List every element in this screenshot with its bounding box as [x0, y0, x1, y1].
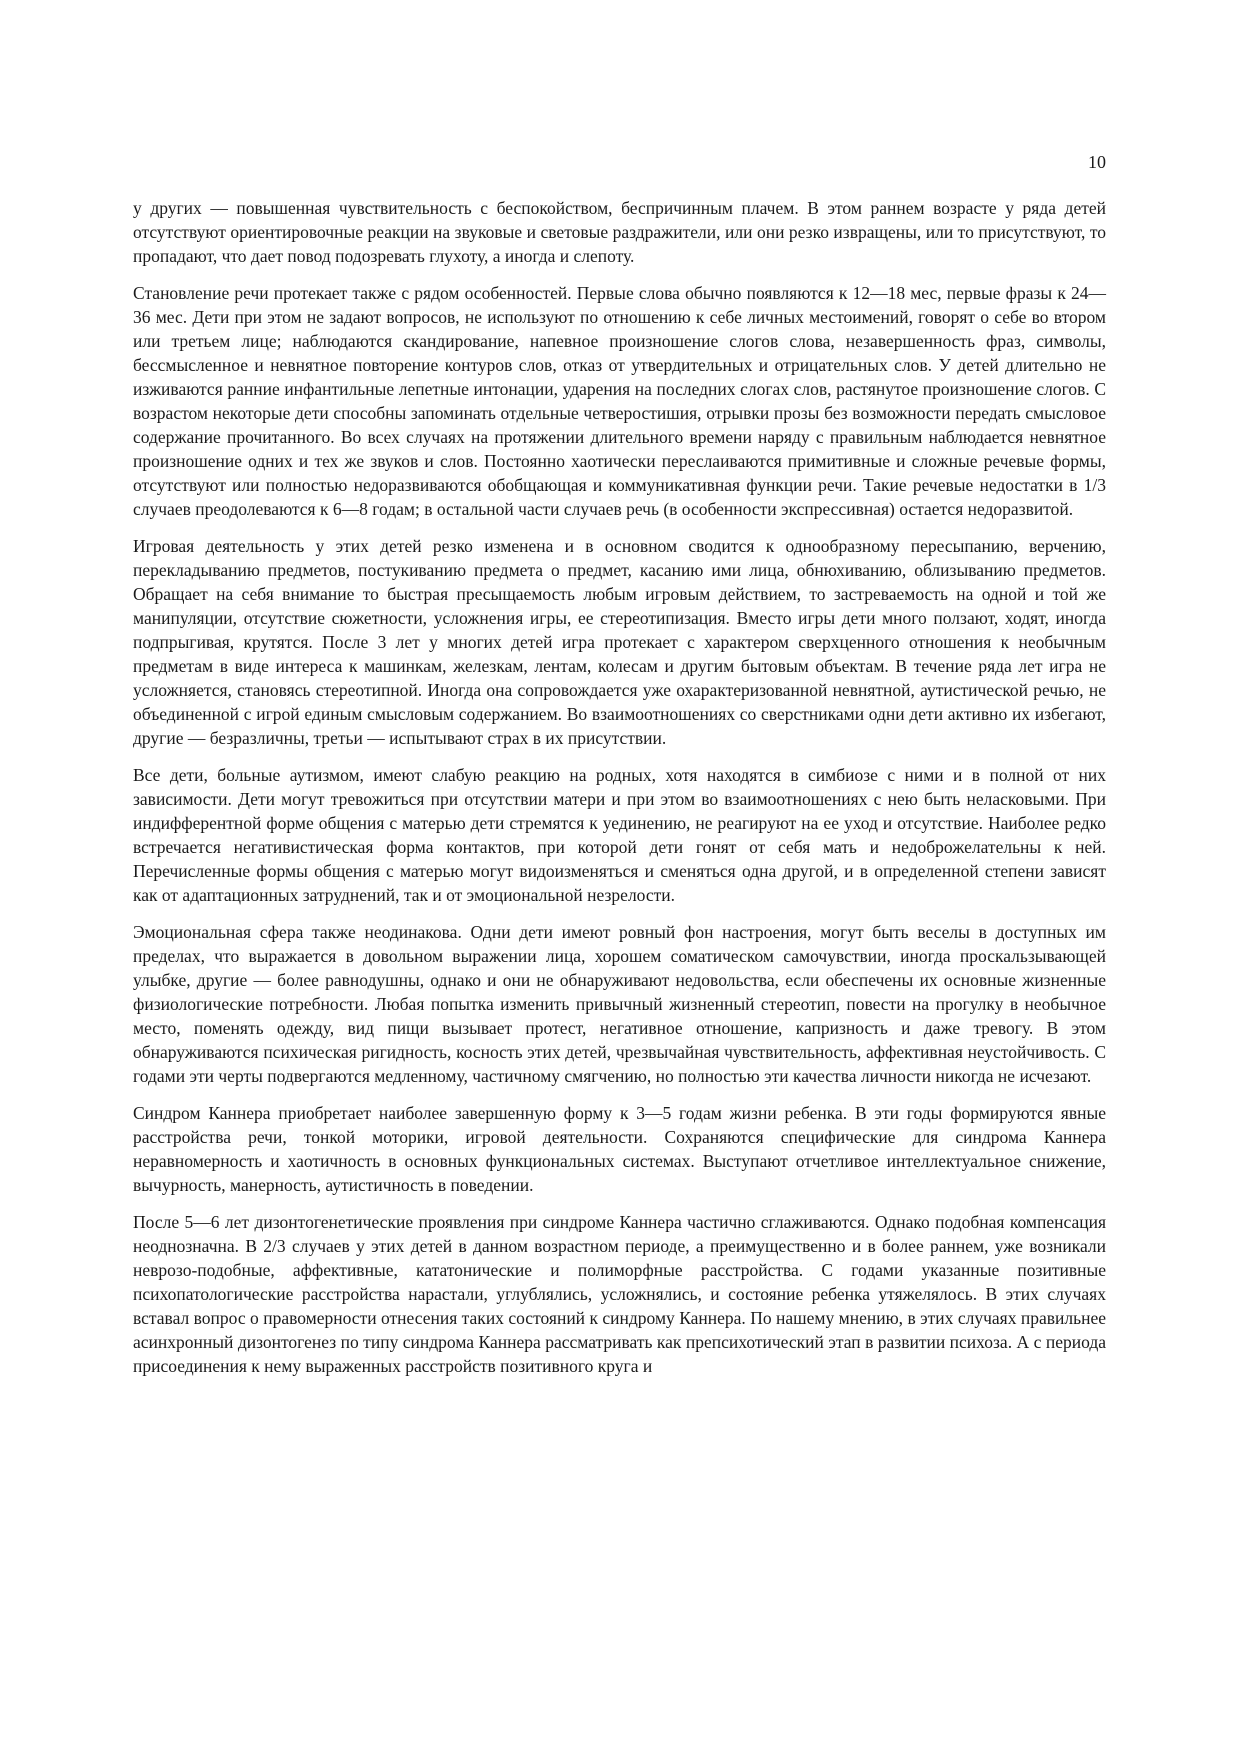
paragraph-2: Становление речи протекает также с рядом особенностей. Первые слова обычно появляются к 12—18 мес, первые фразы к 24—36 мес. Дети при этом не задают вопросов, не используют по отношению к себе личных местоимений, говорят о себе во втором или третьем лице; наблюдаются скандирование, напевное произношение слогов слова, незавершенность фраз, символы, бессмысленное и невнятное повторение контуров слов, отказ от утвердительных и отрицательных слов. У детей длительно не изживаются ранние инфантильные лепетные интонации, ударения на последних слогах слов, растянутое произношение слогов. С возрастом некоторые дети способны запоминать отдельные четверостишия, отрывки прозы без возможности передать смысловое содержание прочитанного. Во всех случаях на протяжении длительного времени наряду с правильным наблюдается невнятное произношение одних и тех же звуков и слов. Постоянно хаотически переслаиваются примитивные и сложные речевые формы, отсутствуют или полностью недоразвиваются обобщающая и коммуникативная функции речи. Такие речевые недостатки в 1/3 случаев преодолеваются к 6—8 годам; в остальной части случаев речь (в особенности экспрессивная) остается недоразвитой. — [133, 283, 1106, 519]
paragraph-1: у других — повышенная чувствительность с беспокойством, беспричинным плачем. В этом раннем возрасте у ряда детей отсутствуют ориентировочные реакции на звуковые и световые раздражители, или они резко извращены, или то присутствуют, то пропадают, что дает повод подозревать глухоту, а иногда и слепоту. — [133, 198, 1106, 266]
page-number: 10 — [1088, 152, 1106, 172]
paragraph-3: Игровая деятельность у этих детей резко изменена и в основном сводится к однообразному пересыпанию, верчению, перекладыванию предметов, постукиванию предмета о предмет, касанию ими лица, обнюхиванию, облизыванию предметов. Обращает на себя внимание то быстрая пресыщаемость любым игровым действием, то застреваемость на одной и той же манипуляции, отсутствие сюжетности, усложнения игры, ее стереотипизация. Вместо игры дети много ползают, ходят, иногда подпрыгивая, крутятся. После 3 лет у многих детей игра протекает с характером сверхценного отношения к необычным предметам в виде интереса к машинкам, железкам, лентам, колесам и другим бытовым объектам. В течение ряда лет игра не усложняется, становясь стереотипной. Иногда она сопровождается уже охарактеризованной невнятной, аутистической речью, не объединенной с игрой единым смысловым содержанием. Во взаимоотношениях со сверстниками одни дети активно их избегают, другие — безразличны, третьи — испытывают страх в их присутствии. — [133, 536, 1106, 748]
paragraph-4: Все дети, больные аутизмом, имеют слабую реакцию на родных, хотя находятся в симбиозе с ними и в полной от них зависимости. Дети могут тревожиться при отсутствии матери и при этом во взаимоотношениях с нею быть неласковыми. При индифферентной форме общения с матерью дети стремятся к уединению, не реагируют на ее уход и отсутствие. Наиболее редко встречается негативистическая форма контактов, при которой дети гонят от себя мать и недоброжелательны к ней. Перечисленные формы общения с матерью могут видоизменяться и сменяться одна другой, и в определенной степени зависят как от адаптационных затруднений, так и от эмоциональной незрелости. — [133, 765, 1106, 905]
body-text — [133, 196, 1106, 1391]
paragraph-7: После 5—6 лет дизонтогенетические проявления при синдроме Каннера частично сглаживаются. Однако подобная компенсация неоднозначна. В 2/3 случаев у этих детей в данном возрастном периоде, а преимущественно и в более раннем, уже возникали неврозо-подобные, аффективные, кататонические и полиморфные расстройства. С годами указанные позитивные психопатологические расстройства нарастали, углублялись, усложнялись, и состояние ребенка утяжелялось. В этих случаях вставал вопрос о правомерности отнесения таких состояний к синдрому Каннера. По нашему мнению, в этих случаях правильнее асинхронный дизонтогенез по типу синдрома Каннера рассматривать как препсихотический этап в развитии психоза. А с периода присоединения к нему выраженных расстройств позитивного круга и — [133, 1212, 1106, 1376]
paragraph-6: Синдром Каннера приобретает наиболее завершенную форму к 3—5 годам жизни ребенка. В эти годы формируются явные расстройства речи, тонкой моторики, игровой деятельности. Сохраняются специфические для синдрома Каннера неравномерность и хаотичность в основных функциональных системах. Выступают отчетливое интеллектуальное снижение, вычурность, манерность, аутистичность в поведении. — [133, 1103, 1106, 1195]
paragraph-5: Эмоциональная сфера также неодинакова. Одни дети имеют ровный фон настроения, могут быть веселы в доступных им пределах, что выражается в довольном выражении лица, хорошем соматическом самочувствии, иногда проскальзывающей улыбке, другие — более равнодушны, однако и они не обнаруживают недовольства, если обеспечены их основные жизненные физиологические потребности. Любая попытка изменить привычный жизненный стереотип, повести на прогулку в необычное место, поменять одежду, вид пищи вызывает протест, негативное отношение, капризность и даже тревогу. В этом обнаруживаются психическая ригидность, косность этих детей, чрезвычайная чувствительность, аффективная неустойчивость. С годами эти черты подвергаются медленному, частичному смягчению, но полностью эти качества личности никогда не исчезают. — [133, 922, 1106, 1086]
